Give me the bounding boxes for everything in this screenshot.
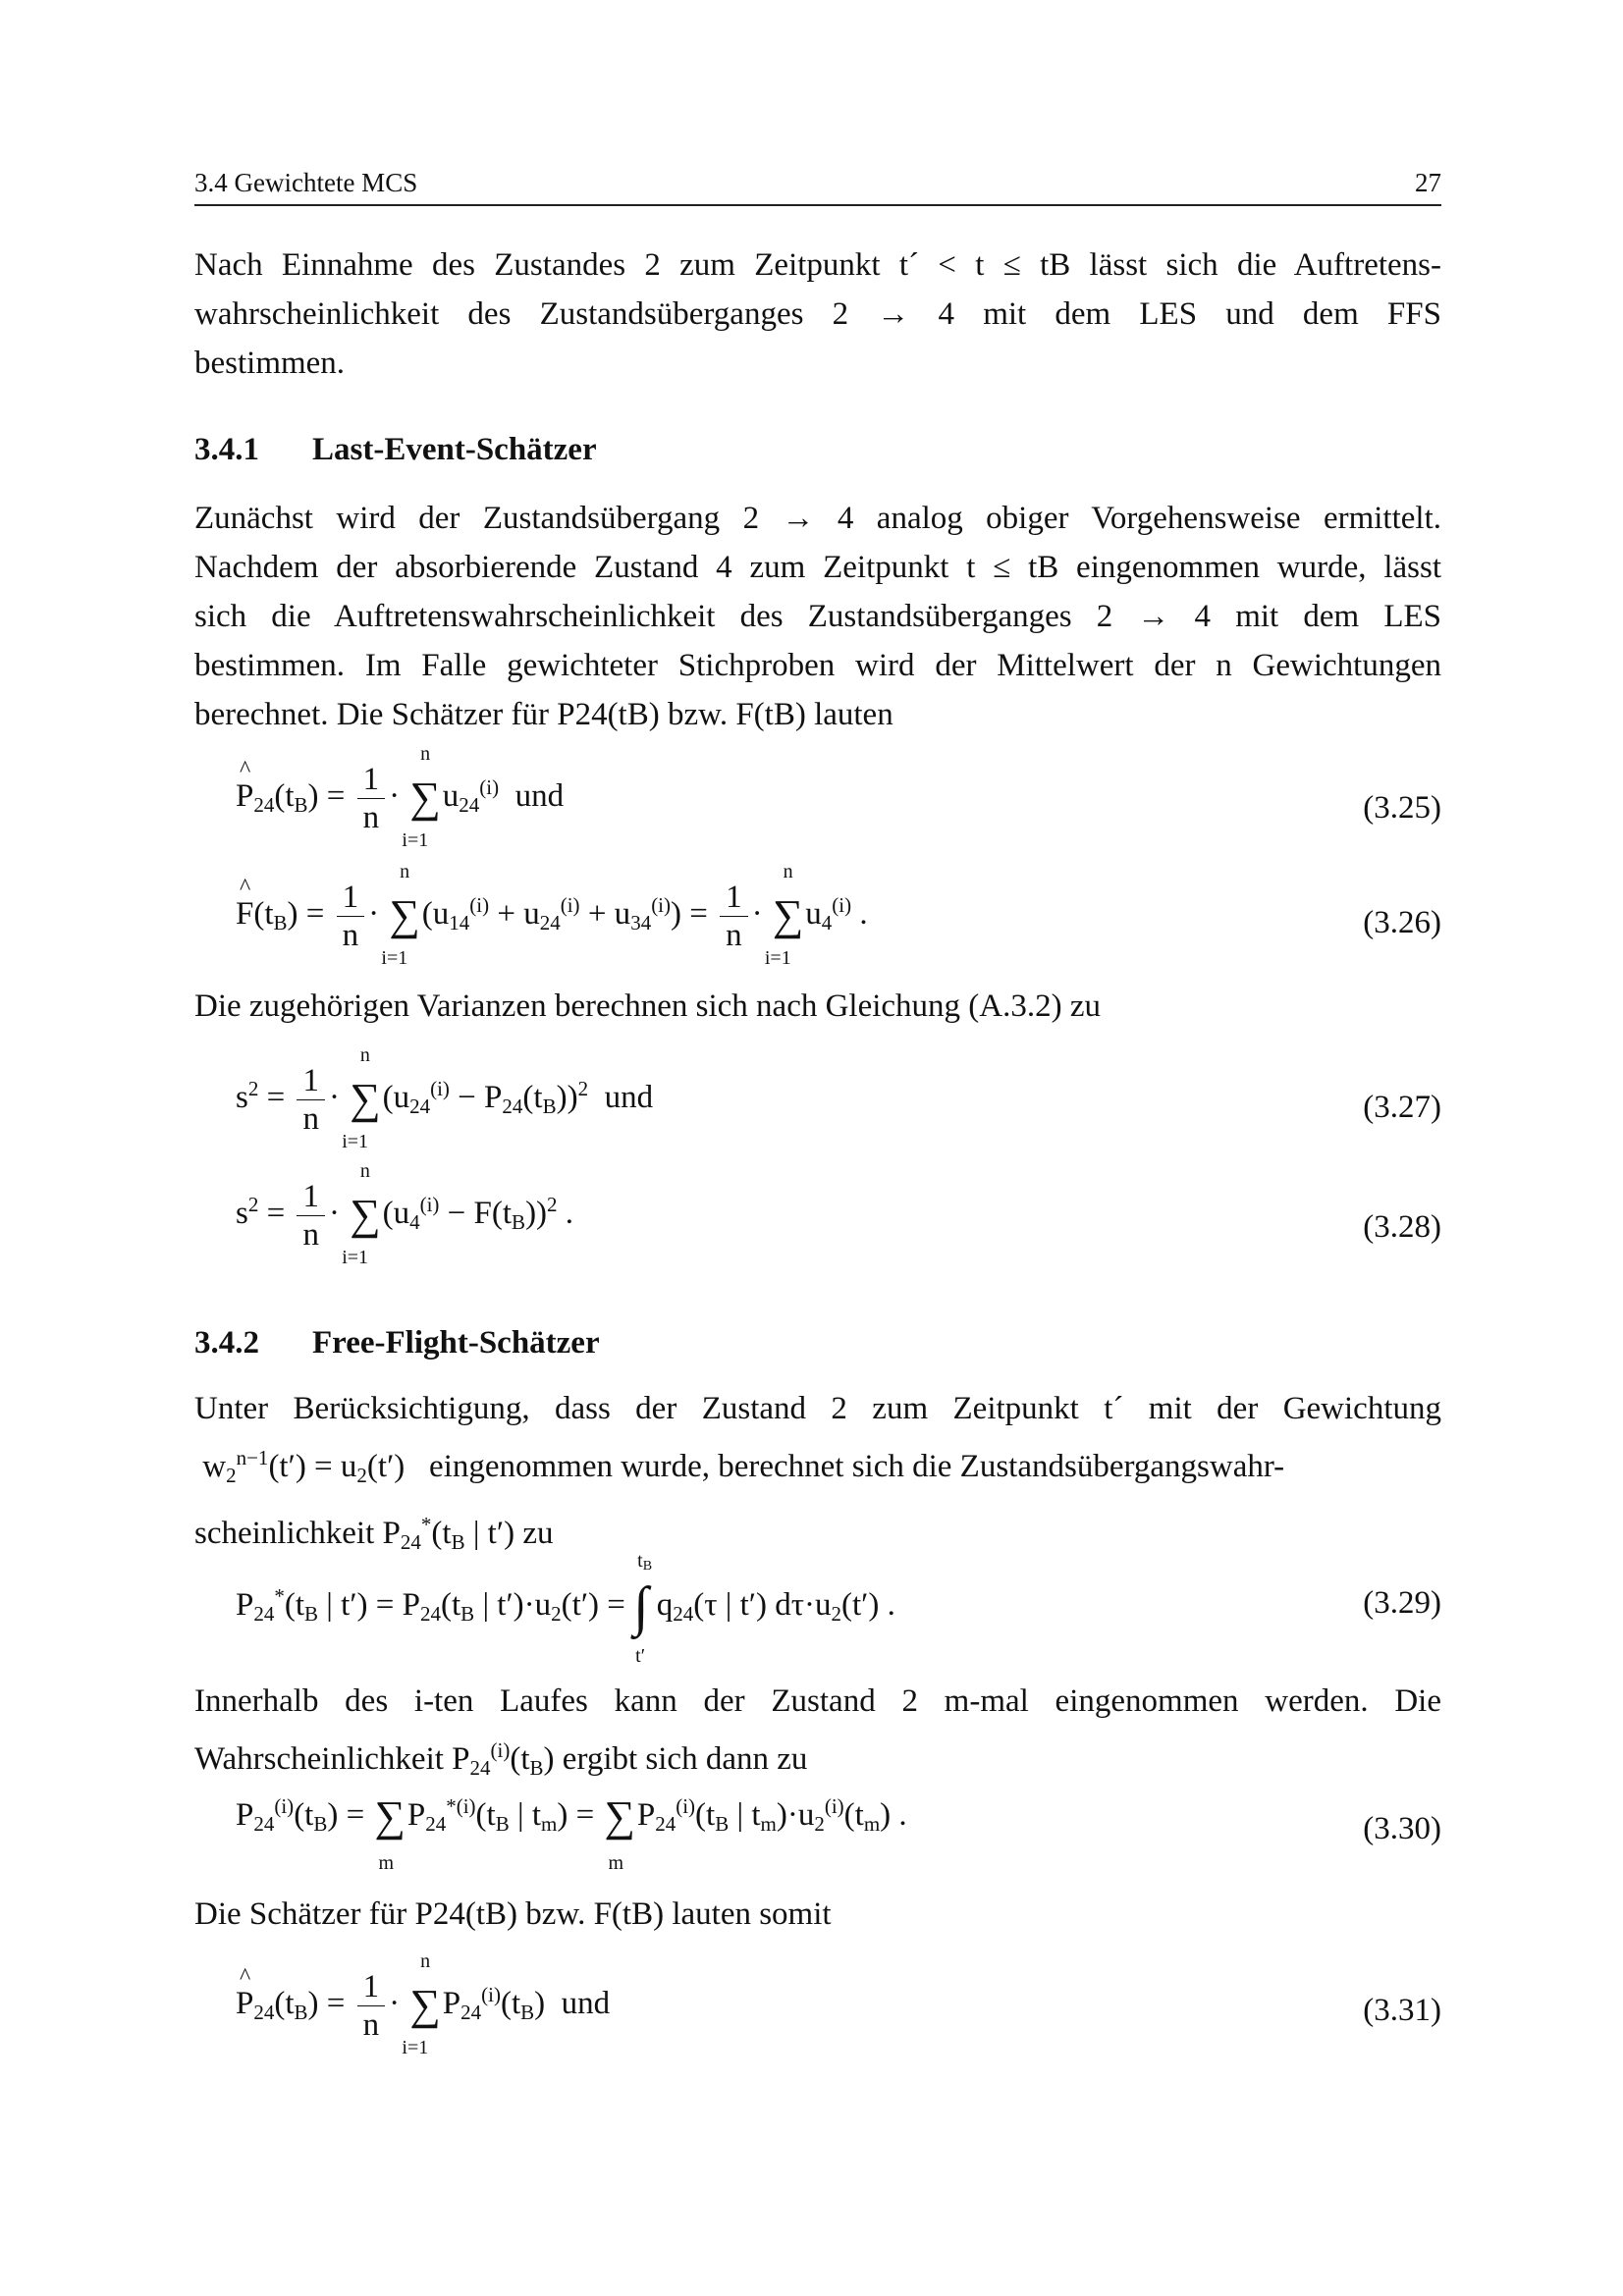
equation-3-28: $s^2$ = $\frac{1}{n}$ · ∑ n i=1 $(u_4^{(i)} - F(t_B))^2$ .: [236, 1160, 574, 1269]
les-line-3: sich die Auftretenswahrscheinlichkeit des Zustandsüberganges 2 → 4 mit dem LES: [194, 599, 1441, 634]
equation-number: (3.30): [1363, 1811, 1441, 1846]
equation-3-29: $P_{24}^*(t_B$ | $t') = P_{24}(t_B$ | $t')\cdot u_2(t')$ = ∫ $t_B$ t′ $q_{24}(\tau$ | t′) $d\tau\cdot u_2(t')$ .: [236, 1550, 895, 1667]
equation-3-26: ^ $F(t_B)$ = $\frac{1}{n}$ · ∑ n i=1 $(u_{14}^{(i)} + u_{24}^{(i)} + u_{34}^{(i)})$ = $\frac{1}{n}$ · ∑ n i=1 $u_4^{(i)}$ .: [236, 879, 868, 954]
run-paragraph: [194, 1677, 1441, 1792]
section-heading-3-4-1: [194, 432, 597, 468]
header-section: 3.4 Gewichtete MCS: [194, 168, 418, 197]
variance-line: Die zugehörigen Varianzen berechnen sich nach Gleichung (A.3.2) zu: [194, 988, 1102, 1024]
intro-line-3: bestimmen.: [194, 346, 346, 381]
section-number: 3.4.2: [194, 1325, 259, 1361]
les-paragraph: [194, 494, 1441, 739]
les-line-5: berechnet. Die Schätzer für P24(tB) bzw. F(tB) lauten: [194, 697, 893, 732]
run-line-2: Wahrscheinlichkeit $P_{24}^{(i)}(t_B)$ ergibt sich dann zu: [194, 1738, 808, 1780]
running-header: [194, 165, 1441, 206]
les-line-1: Zunächst wird der Zustandsübergang 2 → 4 analog obiger Vorgehensweise ermittelt.: [194, 501, 1441, 536]
les-line-2: Nachdem der absorbierende Zustand 4 zum Zeitpunkt t ≤ tB eingenommen wurde, lässt: [194, 550, 1441, 585]
intro-line-1: Nach Einnahme des Zustandes 2 zum Zeitpunkt t´ < t ≤ tB lässt sich die Auftretens-: [194, 247, 1441, 283]
equation-3-25: ^ $P_{24}(t_B)$ = $\frac{1}{n}$ · ∑ n i=1 $u_{24}^{(i)}$ und: [236, 761, 564, 836]
estimator-line: Die Schätzer für P24(tB) bzw. F(tB) lauten somit: [194, 1896, 832, 1932]
estimator-paragraph: [194, 1890, 1441, 1939]
les-line-4: bestimmen. Im Falle gewichteter Stichproben wird der Mittelwert der n Gewichtungen: [194, 648, 1441, 683]
ffs-line-1: Unter Berücksichtigung, dass der Zustand 2 zum Zeitpunkt t´ mit der Gewichtung: [194, 1391, 1441, 1426]
equation-3-31: ^ $P_{24}(t_B)$ = $\frac{1}{n}$ · ∑ n i=1 $P_{24}^{(i)}(t_B)$ und: [236, 1968, 610, 2044]
intro-line-2: wahrscheinlichkeit des Zustandsüberganges 2 → 4 mit dem LES und dem FFS: [194, 296, 1441, 332]
equation-number: (3.29): [1363, 1585, 1441, 1621]
section-title: Last-Event-Schätzer: [312, 432, 597, 467]
section-title: Free-Flight-Schätzer: [312, 1325, 600, 1361]
run-line-1: Innerhalb des i-ten Laufes kann der Zustand 2 m-mal eingenommen werden. Die: [194, 1683, 1441, 1719]
ffs-line-2: $w_2^{n-1}(t') = u_2(t')$ eingenommen wurde, berechnet sich die Zustandsübergangswahr-: [194, 1446, 1285, 1487]
equation-number: (3.27): [1363, 1090, 1441, 1125]
page-number: 27: [1415, 168, 1441, 197]
equation-number: (3.26): [1363, 905, 1441, 940]
ffs-paragraph: [194, 1384, 1441, 1567]
section-number: 3.4.1: [194, 432, 259, 467]
word-und: und: [604, 1080, 654, 1116]
intro-paragraph: [194, 240, 1441, 388]
equation-number: (3.28): [1363, 1209, 1441, 1245]
equation-number: (3.31): [1363, 1993, 1441, 2028]
equation-3-30: $P_{24}^{(i)}(t_B)$ = ∑ m $P_{24}^{*(i)}(t_B$ | $t_m$) = ∑ m $P_{24}^{(i)}(t_B$ | $t_m)\cdot u_2^{(i)}(t_m)$ .: [236, 1792, 907, 1874]
variance-paragraph: [194, 982, 1441, 1031]
ffs-line-3: scheinlichkeit $P_{24}^*(t_B$ | t′) zu: [194, 1513, 554, 1554]
equation-number: (3.25): [1363, 790, 1441, 826]
section-heading-3-4-2: [194, 1325, 600, 1362]
word-und: und: [514, 778, 565, 815]
word-und: und: [561, 1986, 611, 2022]
equation-3-27: $s^2$ = $\frac{1}{n}$ · ∑ n i=1 $(u_{24}^{(i)} - P_{24}(t_B))^2$ und: [236, 1044, 654, 1153]
